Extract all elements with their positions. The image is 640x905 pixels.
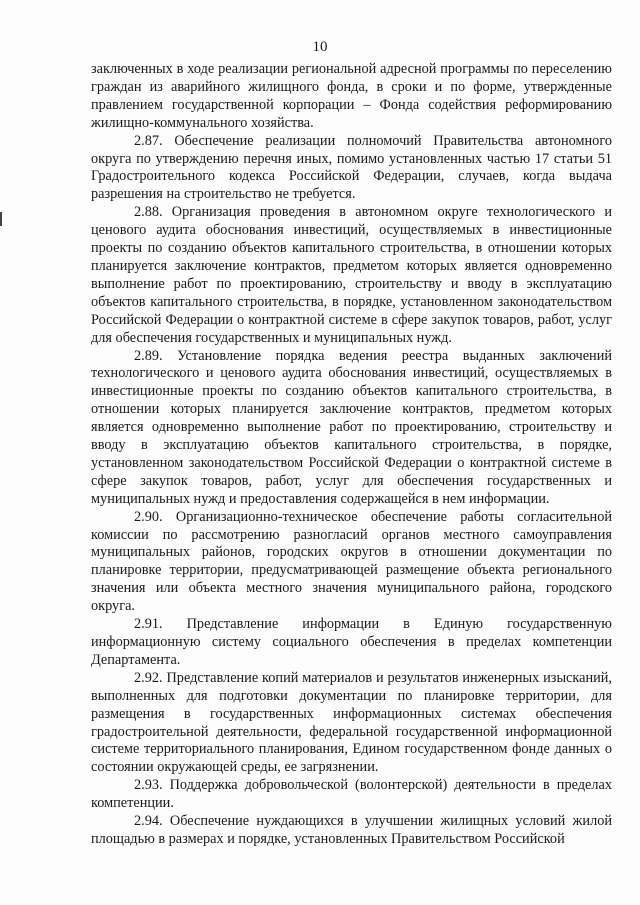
page-number: 10: [312, 39, 328, 55]
paragraph-2-89: 2.89. Установление порядка ведения реестра выданных заключений технологического и ценового аудита обоснования инвестиций, осуществляемых в инвестиционные проекты по созданию объектов капитального строительства, в отношении которых планируется заключение контрактов, предметом которых является одновременно выполнение работ по проектированию, строительству и вводу в эксплуатацию объектов капитального строительства, в порядке, установленном законодательством Российской Федерации о контрактной системе в сфере закупок товаров, работ, услуг для обеспечения государственных и муниципальных нужд и предоставления содержащейся в нем информации.: [91, 347, 612, 507]
paragraph-2-94: 2.94. Обеспечение нуждающихся в улучшении жилищных условий жилой площадью в размерах и порядке, установленных Правительством Российской: [91, 813, 612, 847]
paragraph-continuation: заключенных в ходе реализации региональной адресной программы по переселению граждан из аварийного жилищного фонда, в сроки и по форме, утвержденные правлением государственной корпорации – Фонда содействия реформированию жилищно-коммунального хозяйства.: [91, 61, 612, 131]
document-body: [91, 61, 612, 849]
binding-mark: [0, 212, 2, 226]
paragraph-2-90: 2.90. Организационно-техническое обеспечение работы согласительной комиссии по рассмотрению разногласий органов местного самоуправления муниципальных районов, городских округов в отношении документации по планировке территории, предусматривающей размещение объекта регионального значения или объекта местного значения муниципального района, городского округа.: [91, 508, 612, 615]
paragraph-2-92: 2.92. Представление копий материалов и результатов инженерных изысканий, выполненных для подготовки документации по планировке территории, для размещения в государственных информационных системах обеспечения градостроительной деятельности, федеральной государственной информационной системе территориального планирования, Едином государственном фонде данных о состоянии окружающей среды, ее загрязнении.: [91, 669, 612, 776]
paragraph-2-91: 2.91. Представление информации в Единую государственную информационную систему социального обеспечения в пределах компетенции Департамента.: [91, 616, 612, 668]
paragraph-2-88: 2.88. Организация проведения в автономном округе технологического и ценового аудита обоснования инвестиций, осуществляемых в инвестиционные проекты по созданию объектов капитального строительства, в отношении которых планируется заключение контрактов, предметом которых является одновременно выполнение работ по проектированию, строительству и вводу в эксплуатацию объектов капитального строительства, в порядке, установленном законодательством Российской Федерации о контрактной системе в сфере закупок товаров, работ, услуг для обеспечения государственных и муниципальных нужд.: [91, 204, 612, 346]
paragraph-2-93: 2.93. Поддержка добровольческой (волонтерской) деятельности в пределах компетенции.: [91, 777, 612, 812]
paragraph-2-87: 2.87. Обеспечение реализации полномочий Правительства автономного округа по утверждению перечня иных, помимо установленных частью 17 статьи 51 Градостроительного кодекса Российской Федерации, случаев, когда выдача разрешения на строительство не требуется.: [91, 132, 612, 203]
